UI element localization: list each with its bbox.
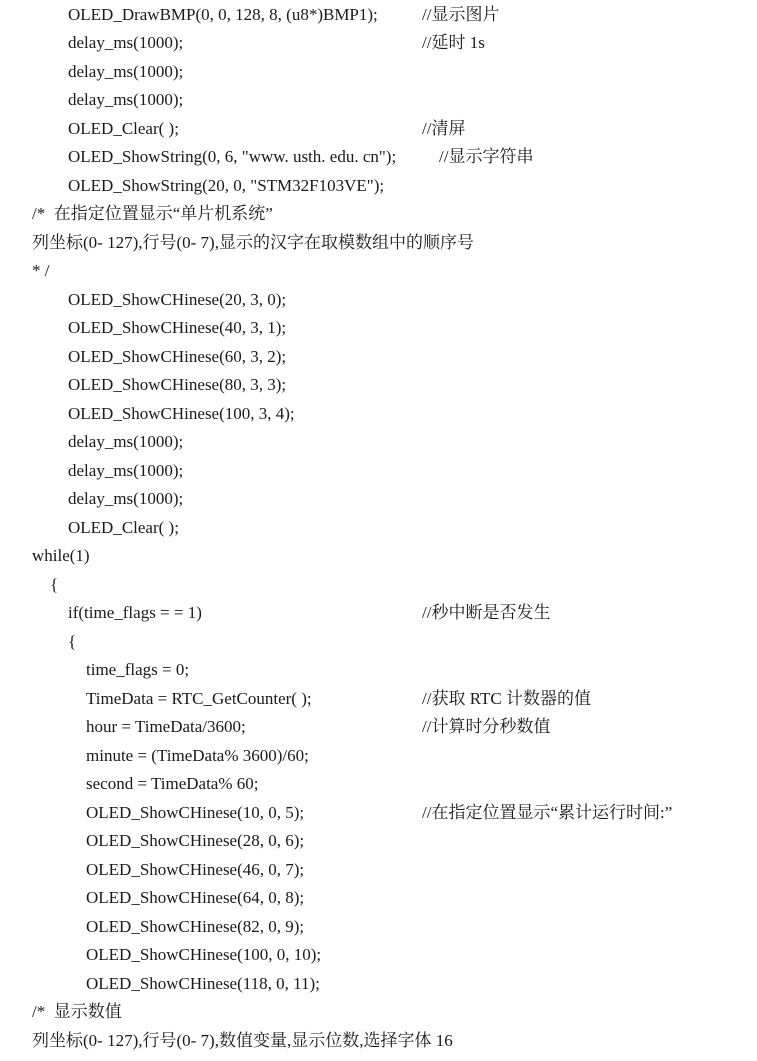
code-comment: //清屏 bbox=[422, 119, 466, 138]
code-text: OLED_Clear( ); bbox=[68, 119, 179, 138]
code-comment: //显示字符串 bbox=[439, 147, 534, 166]
code-text: TimeData = RTC_GetCounter( ); bbox=[86, 689, 312, 708]
code-text: delay_ms(1000); bbox=[68, 489, 184, 508]
code-text: delay_ms(1000); bbox=[68, 90, 184, 109]
code-text: if(time_flags = = 1) bbox=[68, 603, 202, 622]
code-comment: //显示图片 bbox=[422, 5, 500, 24]
code-text: OLED_ShowCHinese(28, 0, 6); bbox=[86, 831, 305, 850]
code-text: delay_ms(1000); bbox=[68, 62, 184, 81]
code-text: /* 显示数值 bbox=[32, 1002, 122, 1021]
code-text: delay_ms(1000); bbox=[68, 461, 184, 480]
code-text: OLED_ShowCHinese(100, 0, 10); bbox=[86, 945, 322, 964]
code-text: OLED_ShowCHinese(118, 0, 11); bbox=[86, 974, 320, 993]
code-text: OLED_ShowCHinese(46, 0, 7); bbox=[86, 860, 305, 879]
code-text: { bbox=[50, 575, 59, 594]
code-text: hour = TimeData/3600; bbox=[86, 717, 246, 736]
code-text: minute = (TimeData% 3600)/60; bbox=[86, 746, 309, 765]
code-text: OLED_ShowCHinese(80, 3, 3); bbox=[68, 375, 287, 394]
code-comment: //秒中断是否发生 bbox=[422, 603, 551, 622]
code-text: /* 在指定位置显示“单片机系统” bbox=[32, 204, 273, 223]
code-text: OLED_ShowCHinese(100, 3, 4); bbox=[68, 404, 295, 423]
code-text: second = TimeData% 60; bbox=[86, 774, 259, 793]
code-text: OLED_ShowCHinese(10, 0, 5); bbox=[86, 803, 305, 822]
code-comment: //在指定位置显示“累计运行时间:” bbox=[422, 803, 673, 822]
code-text: OLED_Clear( ); bbox=[68, 518, 179, 537]
code-text: OLED_ShowString(0, 6, "www. usth. edu. cn"); bbox=[68, 147, 397, 166]
code-text: OLED_ShowCHinese(64, 0, 8); bbox=[86, 888, 305, 907]
code-text: { bbox=[68, 632, 77, 651]
code-comment: //计算时分秒数值 bbox=[422, 717, 551, 736]
code-text: 列坐标(0- 127),行号(0- 7),显示的汉字在取模数组中的顺序号 bbox=[32, 233, 474, 252]
code-text: delay_ms(1000); bbox=[68, 432, 184, 451]
code-comment: //获取 RTC 计数器的值 bbox=[422, 689, 591, 708]
code-text: time_flags = 0; bbox=[86, 660, 190, 679]
code-text: delay_ms(1000); bbox=[68, 33, 184, 52]
code-text: OLED_ShowString(20, 0, "STM32F103VE"); bbox=[68, 176, 385, 195]
code-comment: //延时 1s bbox=[422, 33, 485, 52]
code-text: OLED_ShowCHinese(40, 3, 1); bbox=[68, 318, 287, 337]
code-text: * / bbox=[32, 261, 50, 280]
code-text: OLED_ShowCHinese(82, 0, 9); bbox=[86, 917, 305, 936]
code-text: while(1) bbox=[32, 546, 90, 565]
code-text: OLED_ShowCHinese(20, 3, 0); bbox=[68, 290, 287, 309]
code-text: OLED_ShowCHinese(60, 3, 2); bbox=[68, 347, 287, 366]
code-text: OLED_DrawBMP(0, 0, 128, 8, (u8*)BMP1); bbox=[68, 5, 378, 24]
code-text: 列坐标(0- 127),行号(0- 7),数值变量,显示位数,选择字体 16 bbox=[32, 1031, 453, 1050]
